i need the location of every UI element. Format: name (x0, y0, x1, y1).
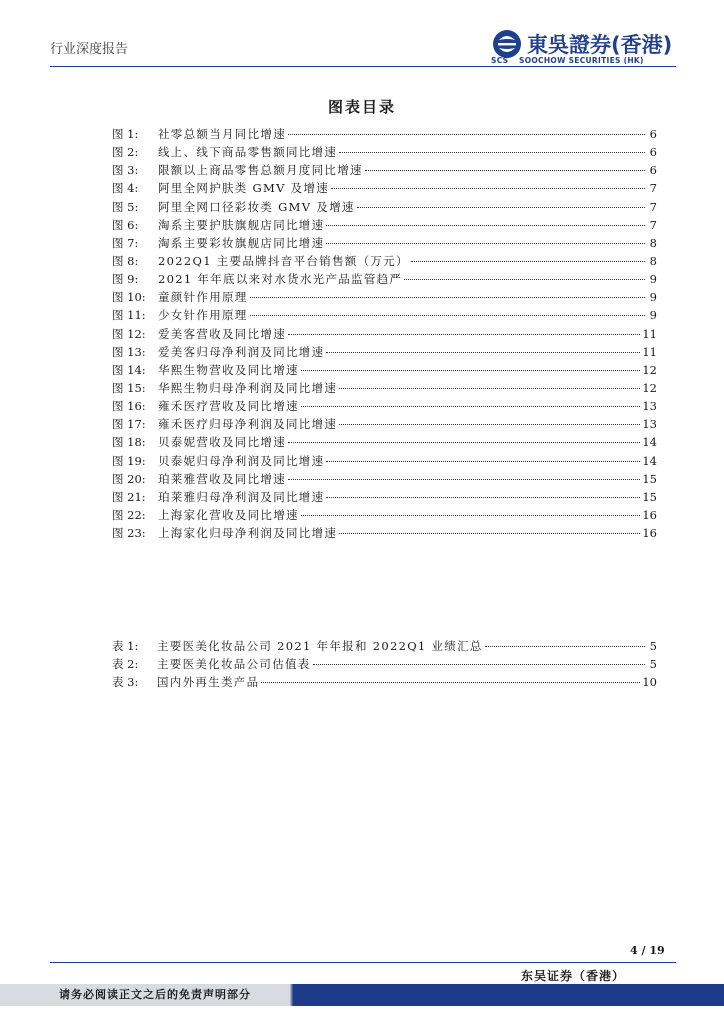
toc-entry-page[interactable]: 13 (642, 399, 657, 414)
toc-entry-page[interactable]: 15 (642, 489, 657, 504)
toc-entry-title[interactable]: 阿里全网口径彩妆类 GMV 及增速 (158, 199, 355, 214)
toc-dot-leader (485, 635, 645, 647)
toc-dot-leader (288, 323, 640, 335)
toc-entry-page[interactable]: 11 (642, 344, 657, 359)
toc-entry-label: 图 10: (112, 290, 146, 305)
toc-entry-label: 表 3: (112, 675, 139, 690)
toc-entry-page[interactable]: 11 (642, 326, 657, 341)
toc-entry-page[interactable]: 6 (649, 163, 657, 178)
toc-entry-label: 图 22: (112, 507, 146, 522)
toc-dot-leader (250, 304, 645, 316)
toc-dot-leader (339, 141, 645, 153)
toc-entry-title[interactable]: 童颜针作用原理 (158, 290, 248, 305)
toc-entry-label: 图 13: (112, 344, 146, 359)
toc-entry-title[interactable]: 贝泰妮归母净利润及同比增速 (158, 453, 325, 468)
toc-entry-page[interactable]: 9 (649, 308, 657, 323)
toc-entry-label: 图 7: (112, 235, 139, 250)
toc-dot-leader (288, 123, 645, 135)
toc-entry-label: 图 23: (112, 526, 146, 541)
toc-entry-title[interactable]: 国内外再生类产品 (157, 675, 260, 690)
disclaimer-text[interactable]: 请务必阅读正文之后的免责声明部分 (59, 988, 251, 1001)
toc-entry-title[interactable]: 华熙生物营收及同比增速 (158, 362, 299, 377)
toc-entry-title[interactable]: 爱美客营收及同比增速 (158, 326, 286, 341)
toc-entry-label: 图 17: (112, 417, 146, 432)
logo-english-text: SOOCHOW SECURITIES (HK) (519, 56, 644, 65)
toc-dot-leader (301, 504, 641, 516)
toc-entry-title[interactable]: 上海家化营收及同比增速 (158, 507, 299, 522)
toc-entry-page[interactable]: 14 (642, 435, 657, 450)
toc-entry-label: 图 1: (112, 127, 139, 141)
toc-dot-leader (326, 341, 640, 353)
toc-entry-label: 图 19: (112, 453, 146, 468)
toc-entry-title[interactable]: 社零总额当月同比增速 (158, 127, 286, 141)
toc-entry-page[interactable]: 15 (642, 471, 657, 486)
toc-entry-label: 表 1: (112, 639, 139, 653)
toc-entry-label: 图 20: (112, 471, 146, 486)
footer-divider (50, 962, 676, 963)
logo-chinese-name: 東吳證券(香港) (527, 33, 673, 57)
toc-dot-leader (326, 450, 640, 462)
toc-entry-title[interactable]: 淘系主要彩妆旗舰店同比增速 (158, 235, 325, 250)
toc-dot-leader (250, 286, 645, 298)
toc-entry-label: 图 2: (112, 145, 139, 160)
toc-entry-title[interactable]: 淘系主要护肤旗舰店同比增速 (158, 217, 325, 232)
toc-entry-title[interactable]: 阿里全网护肤类 GMV 及增速 (158, 181, 330, 196)
toc-dot-leader (339, 377, 640, 389)
toc-entry-title[interactable]: 2021 年年底以来对水货水光产品监管趋严 (158, 272, 403, 287)
toc-entry-page[interactable]: 12 (642, 362, 657, 377)
toc-entry-label: 图 11: (112, 308, 146, 323)
toc-entry-page[interactable]: 16 (642, 526, 657, 541)
report-type-label: 行业深度报告 (50, 42, 129, 57)
toc-dot-leader (331, 177, 645, 189)
toc-dot-leader (301, 359, 641, 371)
toc-entry-page[interactable]: 7 (649, 199, 657, 214)
table-toc-entry[interactable] (112, 673, 657, 691)
toc-dot-leader (313, 653, 645, 665)
toc-entry-title[interactable]: 主要医美化妆品公司 2021 年年报和 2022Q1 业绩汇总 (157, 639, 483, 653)
toc-entry-label: 图 21: (112, 489, 146, 504)
toc-entry-page[interactable]: 8 (649, 253, 657, 268)
toc-entry-title[interactable]: 少女针作用原理 (158, 308, 248, 323)
toc-entry-title[interactable]: 华熙生物归母净利润及同比增速 (158, 380, 338, 395)
company-logo (491, 28, 677, 66)
toc-dot-leader (288, 468, 640, 480)
toc-entry-label: 图 9: (112, 272, 139, 287)
toc-entry-label: 图 14: (112, 362, 146, 377)
toc-entry-label: 图 8: (112, 253, 139, 268)
toc-entry-title[interactable]: 珀莱雅归母净利润及同比增速 (158, 489, 325, 504)
toc-entry-title[interactable]: 雍禾医疗归母净利润及同比增速 (158, 417, 338, 432)
toc-entry-title[interactable]: 雍禾医疗营收及同比增速 (158, 399, 299, 414)
header-divider (50, 66, 676, 67)
toc-dot-leader (339, 413, 640, 425)
toc-dot-leader (339, 522, 640, 534)
toc-entry-page[interactable]: 10 (642, 675, 657, 690)
toc-entry-page[interactable]: 6 (649, 145, 657, 160)
toc-entry-label: 图 6: (112, 217, 139, 232)
page-number: 4 / 19 (630, 944, 665, 957)
toc-dot-leader (261, 671, 640, 683)
toc-dot-leader (404, 268, 645, 280)
toc-entry-page[interactable]: 5 (649, 657, 657, 672)
footer-company-name: 东吴证券（香港） (521, 969, 626, 983)
toc-entry-title[interactable]: 线上、线下商品零售额同比增速 (158, 145, 338, 160)
toc-entry-title[interactable]: 主要医美化妆品公司估值表 (157, 657, 311, 672)
toc-entry-title[interactable]: 爱美客归母净利润及同比增速 (158, 344, 325, 359)
toc-entry-page[interactable]: 9 (649, 290, 657, 305)
figure-toc-entry[interactable] (112, 524, 657, 542)
toc-dot-leader (301, 395, 641, 407)
toc-entry-page[interactable]: 9 (649, 272, 657, 287)
table-list (112, 637, 657, 691)
toc-entry-page[interactable]: 16 (642, 507, 657, 522)
toc-entry-page[interactable]: 7 (649, 217, 657, 232)
toc-title: 图表目录 (327, 98, 396, 116)
toc-entry-label: 图 15: (112, 380, 146, 395)
toc-entry-page[interactable]: 8 (649, 235, 657, 250)
toc-entry-label: 图 16: (112, 399, 146, 414)
logo-english-name (491, 56, 644, 65)
toc-dot-leader (326, 232, 645, 244)
toc-dot-leader (326, 486, 640, 498)
toc-entry-label: 表 2: (112, 657, 139, 672)
toc-dot-leader (288, 431, 640, 443)
logo-abbreviation: SCS (491, 56, 509, 65)
toc-entry-label: 图 3: (112, 163, 139, 178)
toc-dot-leader (326, 214, 645, 226)
toc-entry-page[interactable]: 13 (642, 417, 657, 432)
toc-entry-page[interactable]: 5 (649, 639, 657, 653)
toc-entry-title[interactable]: 贝泰妮营收及同比增速 (158, 435, 286, 450)
toc-dot-leader (357, 196, 645, 208)
toc-entry-label: 图 18: (112, 435, 146, 450)
toc-entry-title[interactable]: 2022Q1 主要品牌抖音平台销售额（万元） (158, 253, 409, 268)
toc-entry-page[interactable]: 7 (649, 181, 657, 196)
toc-entry-title[interactable]: 限额以上商品零售总额月度同比增速 (158, 163, 363, 178)
figure-list (112, 125, 657, 542)
toc-entry-label: 图 4: (112, 181, 139, 196)
toc-entry-title[interactable]: 珀莱雅营收及同比增速 (158, 471, 286, 486)
toc-dot-leader (365, 159, 645, 171)
toc-entry-page[interactable]: 14 (642, 453, 657, 468)
toc-entry-page[interactable]: 6 (649, 127, 657, 141)
toc-entry-title[interactable]: 上海家化归母净利润及同比增速 (158, 526, 338, 541)
toc-entry-label: 图 12: (112, 326, 146, 341)
toc-entry-page[interactable]: 12 (642, 380, 657, 395)
toc-dot-leader (411, 250, 645, 262)
toc-entry-label: 图 5: (112, 199, 139, 214)
